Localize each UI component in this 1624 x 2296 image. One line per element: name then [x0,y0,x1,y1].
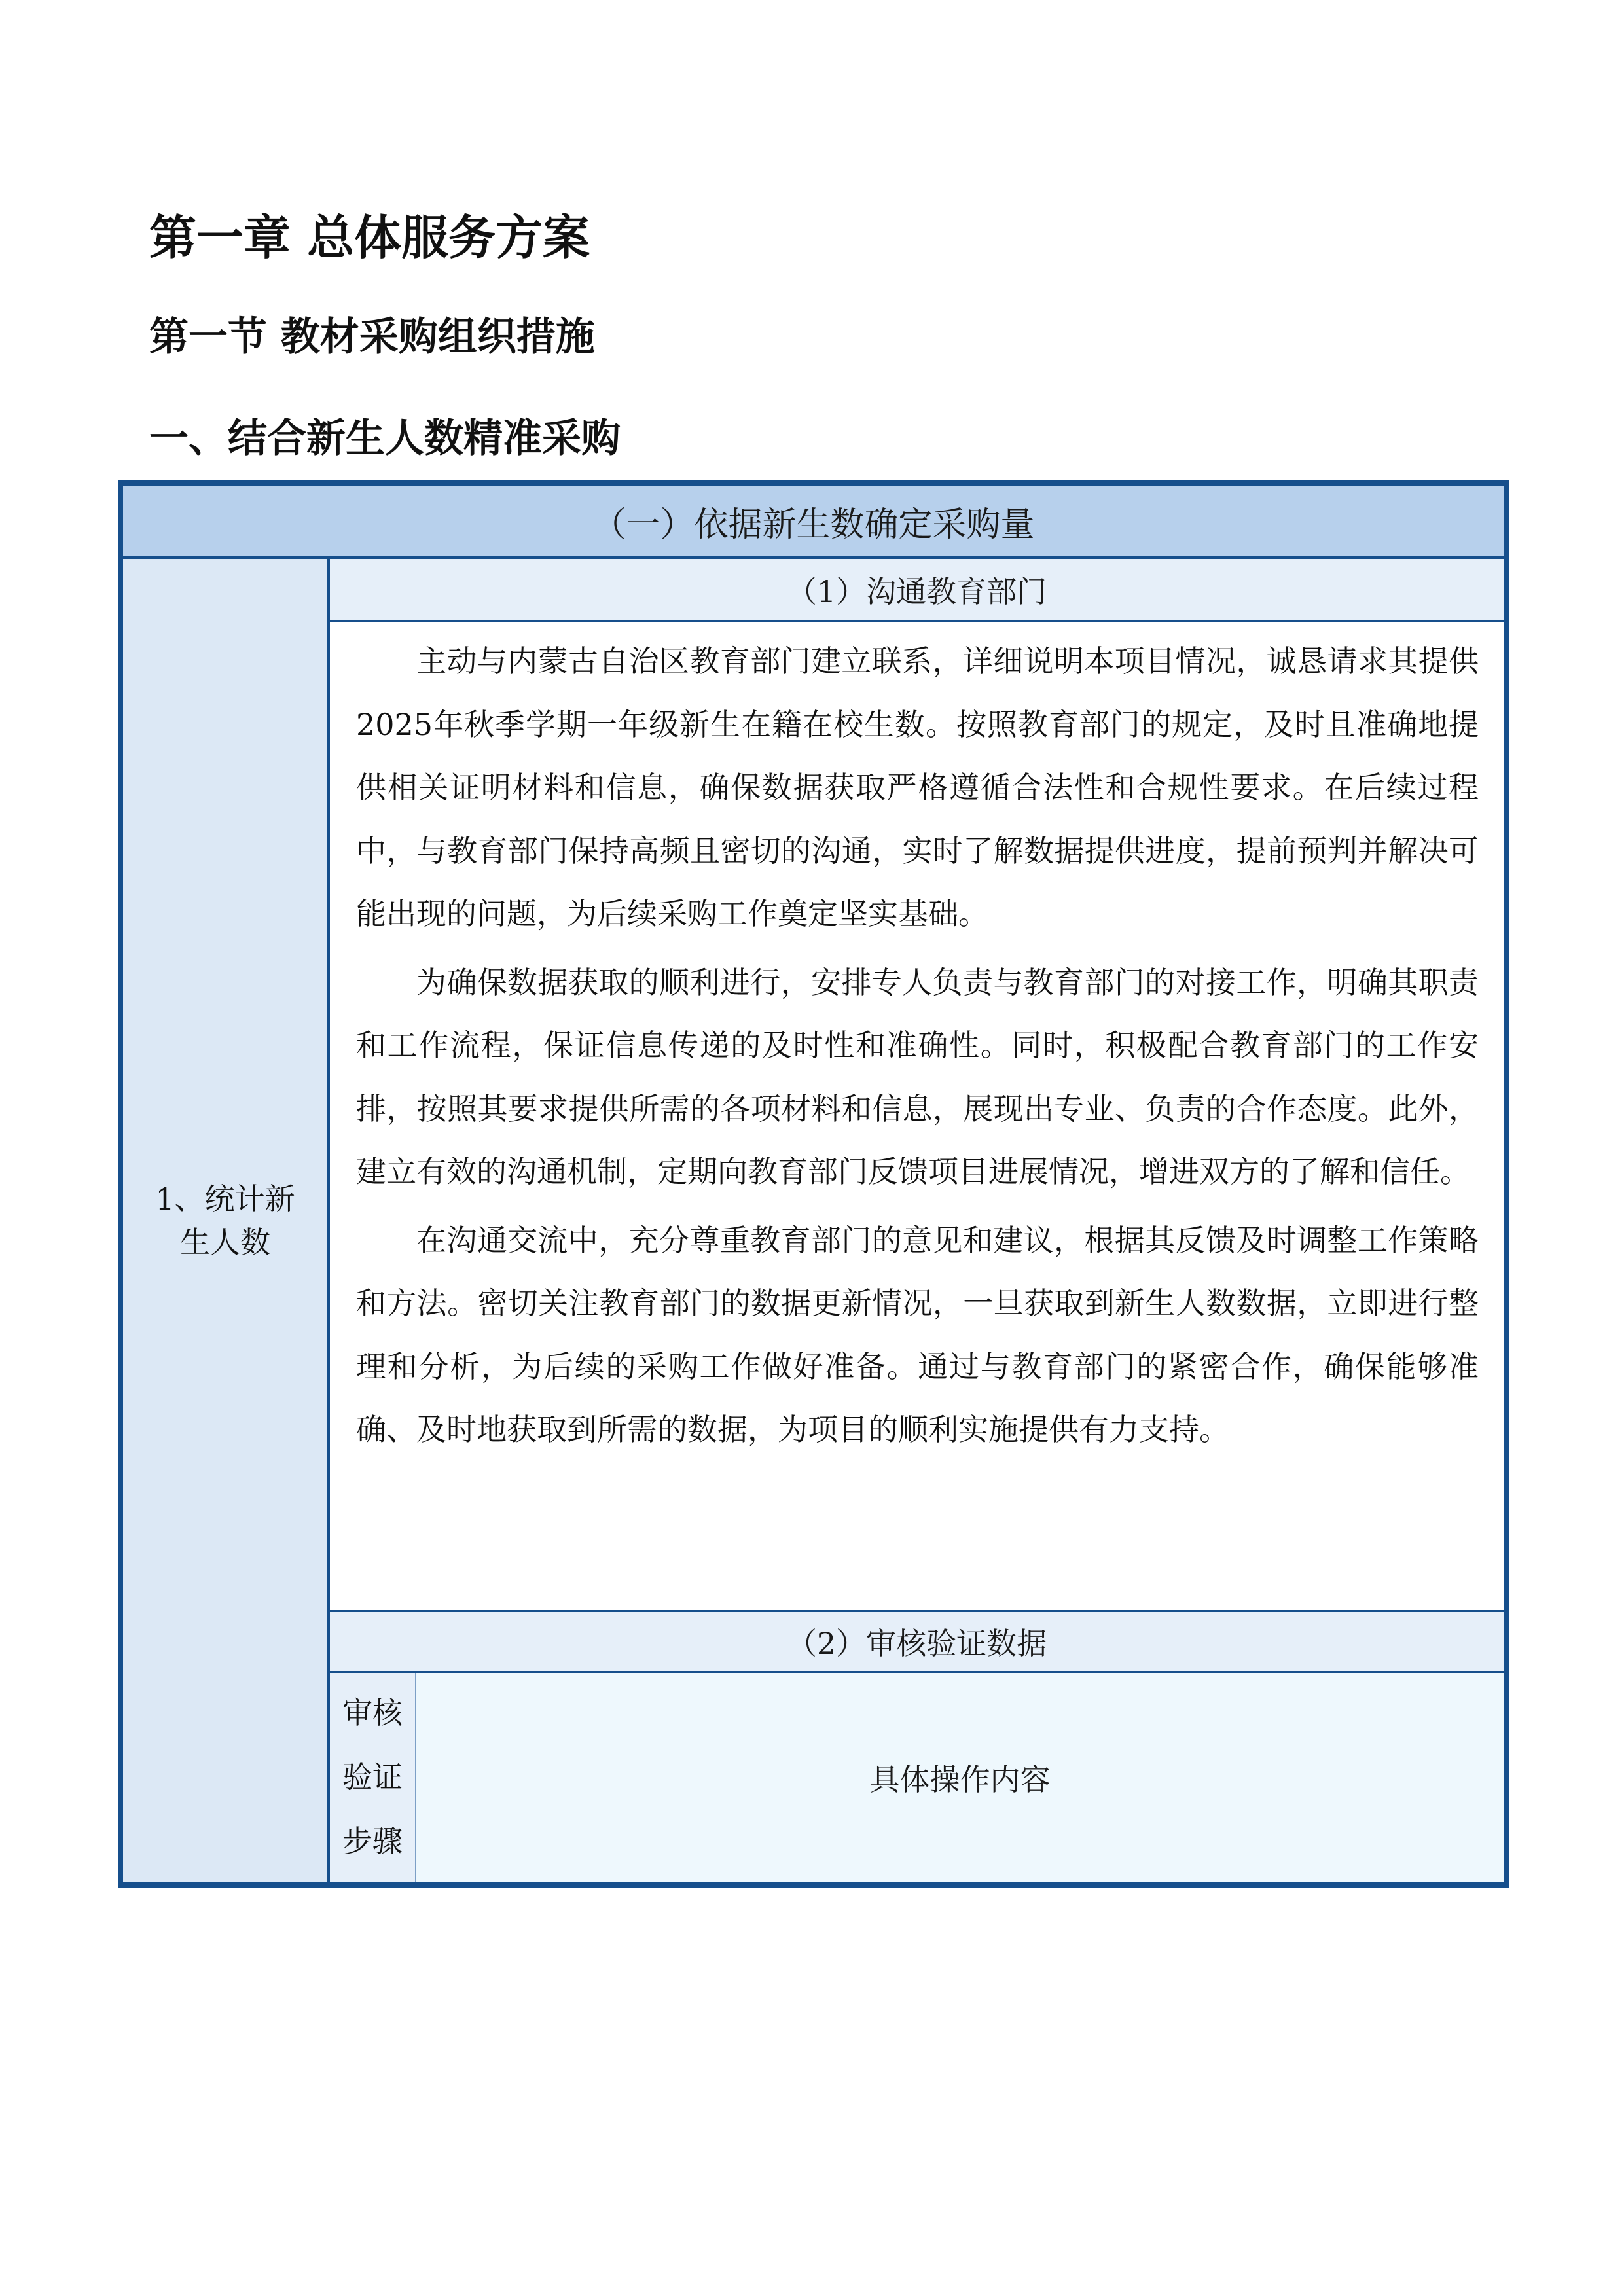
paragraph: 在沟通交流中，充分尊重教育部门的意见和建议，根据其反馈及时调整工作策略和方法。密切关注教育部门的数据更新情况，一旦获取到新生人数数据，立即进行整理和分析，为后续的采购工作做好准备。通过与教育部门的紧密合作，确保能够准确、及时地获取到所需的数据，为项目的顺利实施提供有力支持。 [356,1222,1479,1447]
section-heading: 第一节 教材采购组织措施 [149,314,595,360]
procurement-table [118,480,1509,1888]
table-title: （一）依据新生数确定采购量 [123,486,1504,559]
content-column-header: 具体操作内容 [416,1673,1504,1882]
row-label: 1、统计新生人数 [155,1181,295,1260]
chapter-heading: 第一章 总体服务方案 [149,210,590,265]
step-header-text: 审核验证步骤 [342,1695,403,1859]
step-column-header [330,1673,416,1882]
row-label-cell [123,559,330,1882]
paragraph: 为确保数据获取的顺利进行，安排专人负责与教育部门的对接工作，明确其职责和工作流程，保证信息传递的及时性和准确性。同时，积极配合教育部门的工作安排，按照其要求提供所需的各项材料和信息，展现出专业、负责的合作态度。此外，建立有效的沟通机制，定期向教育部门反馈项目进展情况，增进双方的了解和信任。 [356,964,1479,1189]
part1-body [330,622,1504,1610]
subsection-heading: 一、结合新生人数精准采购 [149,416,621,461]
part2-title: （2）审核验证数据 [330,1610,1504,1673]
part1-title: （1）沟通教育部门 [330,559,1504,622]
paragraph: 主动与内蒙古自治区教育部门建立联系，详细说明本项目情况，诚恳请求其提供2025年秋季学期一年级新生在籍在校生数。按照教育部门的规定，及时且准确地提供相关证明材料和信息，确保数据获取严格遵循合法性和合规性要求。在后续过程中，与教育部门保持高频且密切的沟通，实时了解数据提供进度，提前预判并解决可能出现的问题，为后续采购工作奠定坚实基础。 [356,643,1479,931]
